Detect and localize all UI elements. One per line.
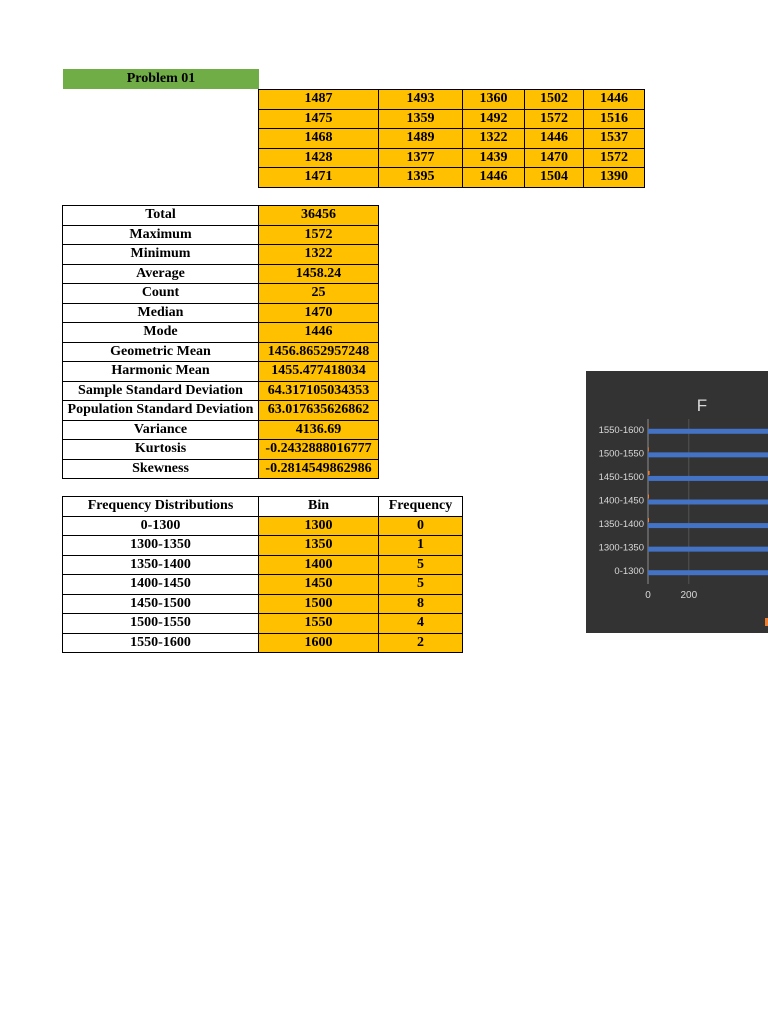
- data-cell[interactable]: 1502: [525, 90, 584, 110]
- stat-label[interactable]: Sample Standard Deviation: [63, 381, 259, 401]
- stat-row: [63, 303, 379, 323]
- chart-category-label: 1500-1550: [598, 448, 644, 460]
- stat-label[interactable]: Population Standard Deviation: [63, 401, 259, 421]
- data-cell[interactable]: 1395: [379, 168, 463, 188]
- stat-value[interactable]: -0.2432888016777: [259, 440, 379, 460]
- stat-row: [63, 245, 379, 265]
- stat-label[interactable]: Maximum: [63, 225, 259, 245]
- frequency-distribution-table: [62, 496, 463, 653]
- freq-bin-cell[interactable]: 1400: [259, 555, 379, 575]
- stat-value[interactable]: 1455.477418034: [259, 362, 379, 382]
- freq-range-cell[interactable]: 1550-1600: [63, 633, 259, 653]
- stat-row: [63, 284, 379, 304]
- stat-value[interactable]: 1572: [259, 225, 379, 245]
- chart-x-tick-label: 200: [680, 590, 698, 601]
- stat-row: [63, 440, 379, 460]
- stat-value[interactable]: -0.2814549862986: [259, 459, 379, 479]
- freq-row: [63, 633, 463, 653]
- data-cell[interactable]: 1468: [259, 129, 379, 149]
- data-cell[interactable]: 1475: [259, 109, 379, 129]
- stat-label[interactable]: Median: [63, 303, 259, 323]
- stat-label[interactable]: Mode: [63, 323, 259, 343]
- chart-x-tick-label: 0: [645, 590, 651, 601]
- chart-bar-frequency: [648, 447, 649, 451]
- freq-count-cell[interactable]: 5: [379, 555, 463, 575]
- chart-bar-bin: [648, 429, 768, 434]
- freq-range-cell[interactable]: 1500-1550: [63, 614, 259, 634]
- freq-range-cell[interactable]: 1350-1400: [63, 555, 259, 575]
- chart-category-label: 1350-1400: [598, 519, 644, 531]
- data-row: [259, 109, 645, 129]
- stat-row: [63, 362, 379, 382]
- stat-row: [63, 225, 379, 245]
- problem-title: Problem 01: [63, 69, 259, 89]
- stat-row: [63, 323, 379, 343]
- chart-category-label: 1550-1600: [598, 424, 644, 436]
- freq-row: [63, 575, 463, 595]
- stat-label[interactable]: Average: [63, 264, 259, 284]
- chart-bar-bin: [648, 570, 768, 575]
- data-cell[interactable]: 1446: [525, 129, 584, 149]
- freq-count-cell[interactable]: 2: [379, 633, 463, 653]
- data-cell[interactable]: 1446: [584, 90, 645, 110]
- freq-row: [63, 594, 463, 614]
- stat-row: [63, 381, 379, 401]
- chart-category-label: 1300-1350: [598, 542, 644, 554]
- stat-row: [63, 401, 379, 421]
- freq-range-cell[interactable]: 0-1300: [63, 516, 259, 536]
- freq-row: [63, 555, 463, 575]
- chart-bar-frequency: [648, 495, 649, 499]
- freq-bin-cell[interactable]: 1500: [259, 594, 379, 614]
- chart-category-label: 1400-1450: [598, 495, 644, 507]
- stat-label[interactable]: Variance: [63, 420, 259, 440]
- freq-range-cell[interactable]: 1400-1450: [63, 575, 259, 595]
- freq-count-cell[interactable]: 5: [379, 575, 463, 595]
- stat-label[interactable]: Total: [63, 206, 259, 226]
- freq-row: [63, 536, 463, 556]
- data-row: [259, 148, 645, 168]
- chart-bar-frequency: [648, 471, 650, 475]
- data-row: [259, 168, 645, 188]
- freq-row: [63, 614, 463, 634]
- stat-label[interactable]: Geometric Mean: [63, 342, 259, 362]
- data-cell[interactable]: 1322: [463, 129, 525, 149]
- freq-header-bin[interactable]: Bin: [259, 497, 379, 517]
- stat-value[interactable]: 4136.69: [259, 420, 379, 440]
- freq-row: [63, 516, 463, 536]
- freq-bin-cell[interactable]: 1450: [259, 575, 379, 595]
- stat-label[interactable]: Minimum: [63, 245, 259, 265]
- freq-header-frequency[interactable]: Frequency: [379, 497, 463, 517]
- chart-bar-bin: [648, 452, 768, 457]
- data-cell[interactable]: 1377: [379, 148, 463, 168]
- chart-category-label: 0-1300: [614, 566, 644, 578]
- chart-bar-bin: [648, 476, 768, 481]
- data-cell[interactable]: 1360: [463, 90, 525, 110]
- data-cell[interactable]: 1572: [525, 109, 584, 129]
- freq-range-cell[interactable]: 1300-1350: [63, 536, 259, 556]
- frequency-chart[interactable]: [586, 371, 768, 633]
- data-cell[interactable]: 1516: [584, 109, 645, 129]
- statistics-table: [62, 205, 379, 479]
- freq-count-cell[interactable]: 8: [379, 594, 463, 614]
- stat-value[interactable]: 25: [259, 284, 379, 304]
- stat-value[interactable]: 1446: [259, 323, 379, 343]
- freq-header-range[interactable]: Frequency Distributions: [63, 497, 259, 517]
- stat-row: [63, 342, 379, 362]
- data-cell[interactable]: 1390: [584, 168, 645, 188]
- stat-label[interactable]: Count: [63, 284, 259, 304]
- data-cell[interactable]: 1470: [525, 148, 584, 168]
- chart-bar-bin: [648, 523, 768, 528]
- data-cell[interactable]: 1489: [379, 129, 463, 149]
- stat-value[interactable]: 64.317105034353: [259, 381, 379, 401]
- data-cell[interactable]: 1446: [463, 168, 525, 188]
- stat-label[interactable]: Kurtosis: [63, 440, 259, 460]
- chart-svg: [586, 371, 768, 633]
- freq-count-cell[interactable]: 0: [379, 516, 463, 536]
- data-cell[interactable]: 1572: [584, 148, 645, 168]
- data-grid: [258, 89, 645, 188]
- freq-bin-cell[interactable]: 1550: [259, 614, 379, 634]
- chart-title: F: [696, 396, 708, 415]
- freq-range-cell[interactable]: 1450-1500: [63, 594, 259, 614]
- freq-bin-cell[interactable]: 1350: [259, 536, 379, 556]
- freq-bin-cell[interactable]: 1600: [259, 633, 379, 653]
- data-cell[interactable]: 1471: [259, 168, 379, 188]
- freq-count-cell[interactable]: 1: [379, 536, 463, 556]
- chart-bar-frequency: [648, 518, 649, 522]
- stat-value[interactable]: 1456.8652957248: [259, 342, 379, 362]
- stat-value[interactable]: 1470: [259, 303, 379, 323]
- stat-label[interactable]: Skewness: [63, 459, 259, 479]
- chart-bar-bin: [648, 547, 768, 552]
- stat-value[interactable]: 63.017635626862: [259, 401, 379, 421]
- data-cell[interactable]: 1537: [584, 129, 645, 149]
- stat-value[interactable]: 36456: [259, 206, 379, 226]
- stat-row: [63, 459, 379, 479]
- data-row: [259, 90, 645, 110]
- freq-bin-cell[interactable]: 1300: [259, 516, 379, 536]
- stat-row: [63, 206, 379, 226]
- stat-value[interactable]: 1322: [259, 245, 379, 265]
- data-row: [259, 129, 645, 149]
- data-cell[interactable]: 1492: [463, 109, 525, 129]
- stat-row: [63, 420, 379, 440]
- data-cell[interactable]: 1428: [259, 148, 379, 168]
- chart-category-label: 1450-1500: [598, 471, 644, 483]
- data-cell[interactable]: 1493: [379, 90, 463, 110]
- data-cell[interactable]: 1359: [379, 109, 463, 129]
- freq-header-row: [63, 497, 463, 517]
- data-cell[interactable]: 1487: [259, 90, 379, 110]
- chart-bar-bin: [648, 500, 768, 505]
- stat-label[interactable]: Harmonic Mean: [63, 362, 259, 382]
- data-cell[interactable]: 1439: [463, 148, 525, 168]
- freq-count-cell[interactable]: 4: [379, 614, 463, 634]
- stat-value[interactable]: 1458.24: [259, 264, 379, 284]
- data-cell[interactable]: 1504: [525, 168, 584, 188]
- stat-row: [63, 264, 379, 284]
